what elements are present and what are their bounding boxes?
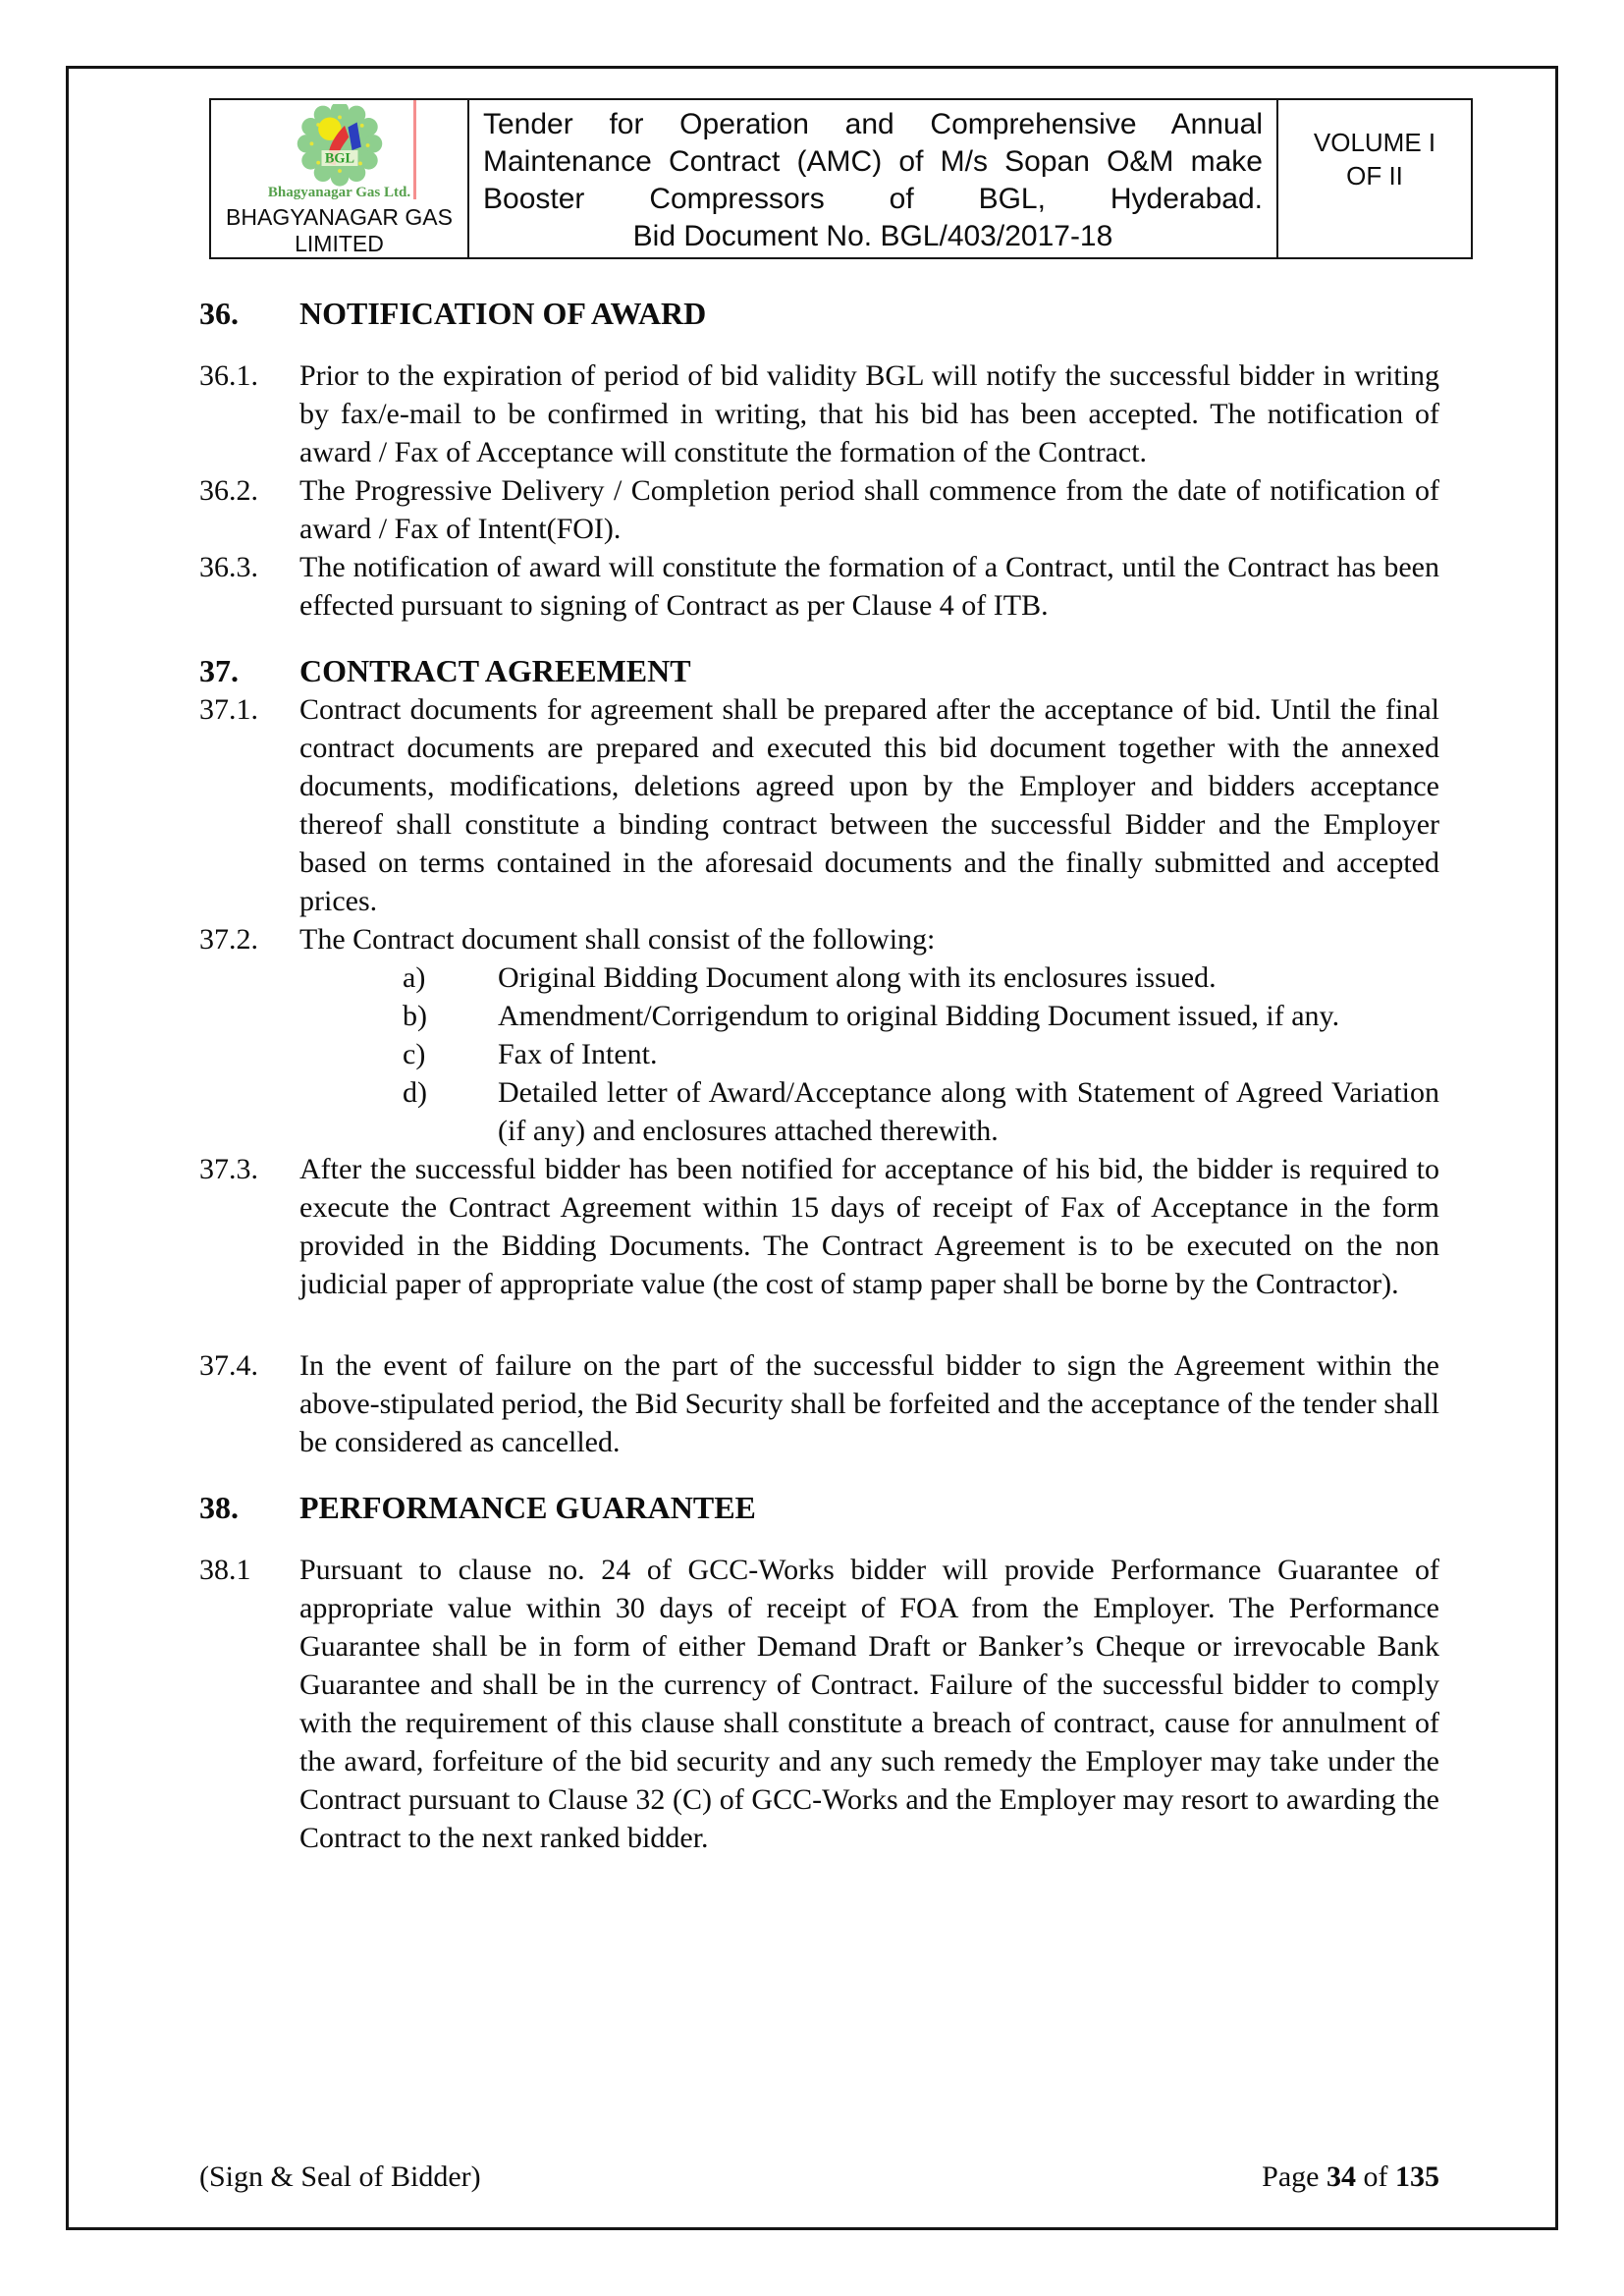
section-heading-row: [199, 1489, 1439, 1527]
page-footer: [199, 2159, 1439, 2196]
section-37: [199, 652, 1439, 1461]
logo-caption: Bhagyanagar Gas Ltd.: [267, 185, 411, 200]
sub-item-text: Amendment/Corrigendum to original Bidding Document issued, if any.: [498, 1000, 1340, 1032]
clause-number: 37.3.: [199, 1153, 258, 1185]
header-table: [209, 98, 1473, 259]
sub-item-marker: a): [403, 961, 426, 994]
section-title: PERFORMANCE GUARANTEE: [299, 1490, 756, 1525]
clause-text: The Progressive Delivery / Completion period shall commence from the date of notification of award / Fax of Intent(FOI).: [299, 474, 1439, 545]
section-heading-row: [199, 295, 1439, 333]
bid-document-number: Bid Document No. BGL/403/2017-18: [632, 220, 1113, 252]
clause-number: 36.2.: [199, 474, 258, 507]
bgl-logo-icon: [267, 104, 412, 187]
clause-text: The Contract document shall consist of the following:: [299, 923, 936, 956]
clause-row: [199, 548, 1439, 625]
clause-row: [199, 471, 1439, 548]
page-label: Page: [1262, 2160, 1320, 2193]
page-number-indicator: [1262, 2159, 1439, 2196]
header-title-cell: [469, 100, 1278, 257]
section-number: 36.: [199, 296, 239, 331]
clause-row: [199, 356, 1439, 471]
clause-row: [199, 920, 1439, 958]
sub-item-row: [199, 997, 1439, 1035]
company-name-line2: LIMITED: [295, 231, 384, 256]
clause-number: 36.1.: [199, 359, 258, 392]
of-label: of: [1363, 2160, 1388, 2193]
clause-number: 38.1: [199, 1554, 251, 1586]
sub-item-marker: c): [403, 1038, 426, 1070]
sub-item-text: Detailed letter of Award/Acceptance along with Statement of Agreed Variation (if any) and enclosures attached therewith.: [498, 1076, 1439, 1147]
sub-item-row: [199, 1035, 1439, 1073]
sub-item-text: Fax of Intent.: [498, 1038, 658, 1070]
scan-artifact-line: [413, 100, 416, 199]
clause-number: 37.2.: [199, 923, 258, 956]
total-page-number: 135: [1395, 2160, 1439, 2193]
sub-item-text: Original Bidding Document along with its enclosures issued.: [498, 961, 1217, 994]
section-title: NOTIFICATION OF AWARD: [299, 296, 707, 331]
current-page-number: 34: [1326, 2160, 1356, 2193]
company-name: [226, 204, 453, 257]
header-logo-cell: [211, 100, 469, 257]
clause-row: [199, 1150, 1439, 1303]
tender-title: Tender for Operation and Comprehensive Annual Maintenance Contract (AMC) of M/s Sopan O&M make Booster Compressors of BGL, Hyderabad.: [483, 108, 1263, 215]
clause-number: 37.4.: [199, 1349, 258, 1382]
sub-item-row: [199, 1073, 1439, 1150]
bgl-acronym-text: BGL: [324, 150, 354, 167]
document-body: [199, 295, 1439, 1857]
section-number: 38.: [199, 1490, 239, 1525]
section-38: [199, 1489, 1439, 1857]
company-name-line1: BHAGYANAGAR GAS: [226, 204, 453, 230]
clause-text: Contract documents for agreement shall be prepared after the acceptance of bid. Until the final contract documents are prepared and executed this bid document together with the annexed documents, modifications, deletions agreed upon by the Employer and bidders acceptance thereof shall constitute a binding contract between the successful Bidder and the Employer based on terms contained in the aforesaid documents and the finally submitted and accepted prices.: [299, 693, 1439, 917]
section-36: [199, 295, 1439, 625]
clause-row: [199, 690, 1439, 920]
sign-seal-note: (Sign & Seal of Bidder): [199, 2160, 481, 2193]
clause-row: [199, 1551, 1439, 1857]
clause-number: 37.1.: [199, 693, 258, 726]
clause-number: 36.3.: [199, 551, 258, 583]
volume-label-line2: OF II: [1346, 161, 1403, 191]
volume-label-line1: VOLUME I: [1313, 128, 1436, 157]
clause-text: After the successful bidder has been notified for acceptance of his bid, the bidder is required to execute the Contract Agreement within 15 days of receipt of Fax of Acceptance in the form provided in the Bidding Documents. The Contract Agreement is to be executed on the non judicial paper of appropriate value (the cost of stamp paper shall be borne by the Contractor).: [299, 1153, 1439, 1300]
section-title: CONTRACT AGREEMENT: [299, 653, 691, 688]
section-heading-row: [199, 652, 1439, 690]
sub-item-marker: d): [403, 1076, 427, 1109]
clause-text: The notification of award will constitute the formation of a Contract, until the Contract has been effected pursuant to signing of Contract as per Clause 4 of ITB.: [299, 551, 1439, 622]
sub-item-marker: b): [403, 1000, 427, 1032]
clause-text: In the event of failure on the part of the successful bidder to sign the Agreement within the above-stipulated period, the Bid Security shall be forfeited and the acceptance of the tender shall be considered as cancelled.: [299, 1349, 1439, 1458]
clause-text: Pursuant to clause no. 24 of GCC-Works bidder will provide Performance Guarantee of appropriate value within 30 days of receipt of FOA from the Employer. The Performance Guarantee shall be in form of either Demand Draft or Banker’s Cheque or irrevocable Bank Guarantee and shall be in the currency of Contract. Failure of the successful bidder to comply with the requirement of this clause shall constitute a breach of contract, cause for annulment of the award, forfeiture of the bid security and any such remedy the Employer may take under the Contract pursuant to Clause 32 (C) of GCC-Works and the Employer may resort to awarding the Contract to the next ranked bidder.: [299, 1554, 1439, 1854]
clause-text: Prior to the expiration of period of bid validity BGL will notify the successful bidder in writing by fax/e-mail to be confirmed in writing, that his bid has been accepted. The notification of award / Fax of Acceptance will constitute the formation of the Contract.: [299, 359, 1439, 468]
header-volume-cell: [1278, 100, 1471, 257]
clause-row: [199, 1346, 1439, 1461]
section-number: 37.: [199, 653, 239, 688]
sub-item-row: [199, 958, 1439, 997]
